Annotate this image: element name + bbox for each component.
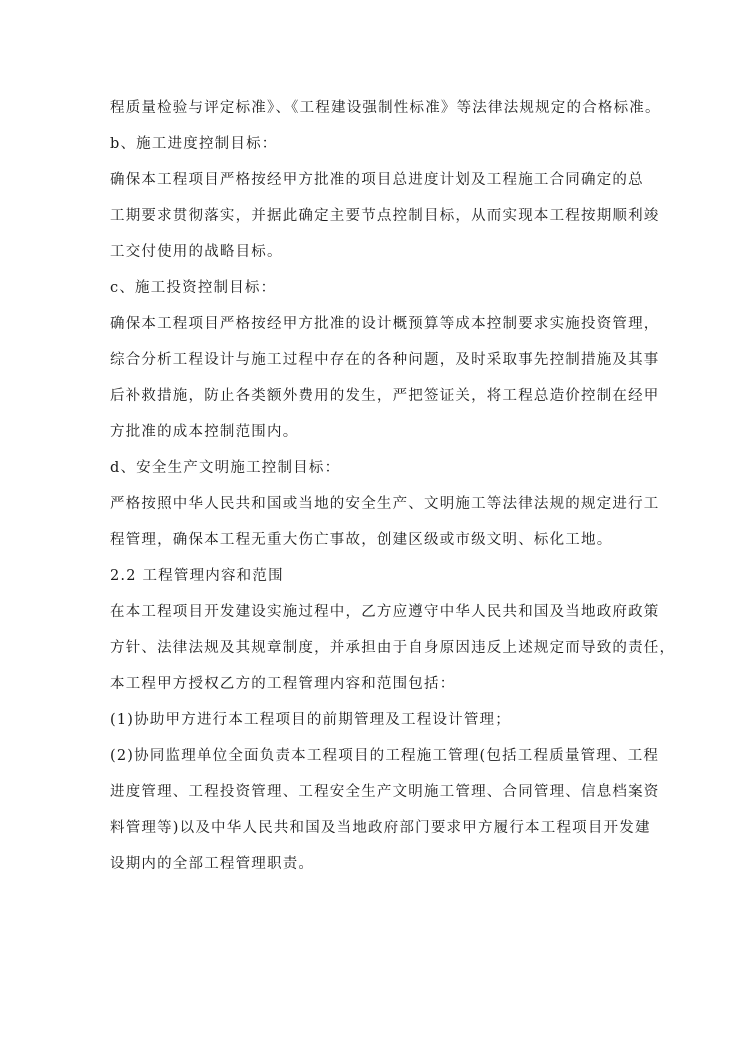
heading-safety-control-goal bbox=[110, 450, 640, 486]
document-body bbox=[110, 90, 676, 882]
paragraph-schedule-control bbox=[110, 162, 660, 270]
paragraph-management-scope-intro bbox=[110, 594, 676, 702]
text-line: 设期内的全部工程管理职责。 bbox=[110, 856, 315, 872]
paragraph-safety-control bbox=[110, 486, 660, 558]
list-item-2 bbox=[110, 738, 660, 882]
text-line: b、施工进度控制目标： bbox=[110, 136, 278, 152]
text-line: 程质量检验与评定标准》、《工程建设强制性标准》等法律法规规定的合格标准。 bbox=[110, 100, 661, 116]
text-line: 后补救措施，防止各类额外费用的发生，严把签证关，将工程总造价控制在经甲 bbox=[110, 388, 660, 404]
text-line: 2.2 工程管理内容和范围 bbox=[110, 568, 284, 584]
paragraph-investment-control bbox=[110, 306, 660, 450]
text-line: 严格按照中华人民共和国或当地的安全生产、文明施工等法律法规的规定进行工 bbox=[110, 496, 660, 512]
text-line: 料管理等)以及中华人民共和国及当地政府部门要求甲方履行本工程项目开发建 bbox=[110, 820, 651, 836]
text-line: 进度管理、工程投资管理、工程安全生产文明施工管理、合同管理、信息档案资 bbox=[110, 784, 660, 800]
text-line: 确保本工程项目严格按经甲方批准的设计概预算等成本控制要求实施投资管理， bbox=[110, 316, 660, 332]
text-line: 确保本工程项目严格按经甲方批准的项目总进度计划及工程施工合同确定的总 bbox=[110, 172, 644, 188]
section-heading-management-scope bbox=[110, 558, 640, 594]
text-line: 程管理，确保本工程无重大伤亡事故，创建区级或市级文明、标化工地。 bbox=[110, 532, 613, 548]
text-line: 在本工程项目开发建设实施过程中，乙方应遵守中华人民共和国及当地政府政策 bbox=[110, 604, 660, 620]
text-line: (1)协助甲方进行本工程项目的前期管理及工程设计管理； bbox=[110, 712, 511, 728]
heading-schedule-control-goal bbox=[110, 126, 640, 162]
text-line: 本工程甲方授权乙方的工程管理内容和范围包括： bbox=[110, 676, 456, 692]
heading-investment-control-goal bbox=[110, 270, 640, 306]
text-line: 综合分析工程设计与施工过程中存在的各种问题，及时采取事先控制措施及其事 bbox=[110, 352, 660, 368]
text-line: 工期要求贯彻落实，并据此确定主要节点控制目标，从而实现本工程按期顺利竣 bbox=[110, 208, 660, 224]
text-line: (2)协同监理单位全面负责本工程项目的工程施工管理(包括工程质量管理、工程 bbox=[110, 748, 660, 764]
text-line: 方针、法律法规及其规章制度，并承担由于自身原因违反上述规定而导致的责任， bbox=[110, 640, 676, 656]
text-line: 方批准的成本控制范围内。 bbox=[110, 424, 299, 440]
paragraph-quality-standard-tail bbox=[110, 90, 661, 126]
list-item-1 bbox=[110, 702, 640, 738]
text-line: 工交付使用的战略目标。 bbox=[110, 244, 283, 260]
text-line: d、安全生产文明施工控制目标： bbox=[110, 460, 341, 476]
text-line: c、施工投资控制目标： bbox=[110, 280, 277, 296]
